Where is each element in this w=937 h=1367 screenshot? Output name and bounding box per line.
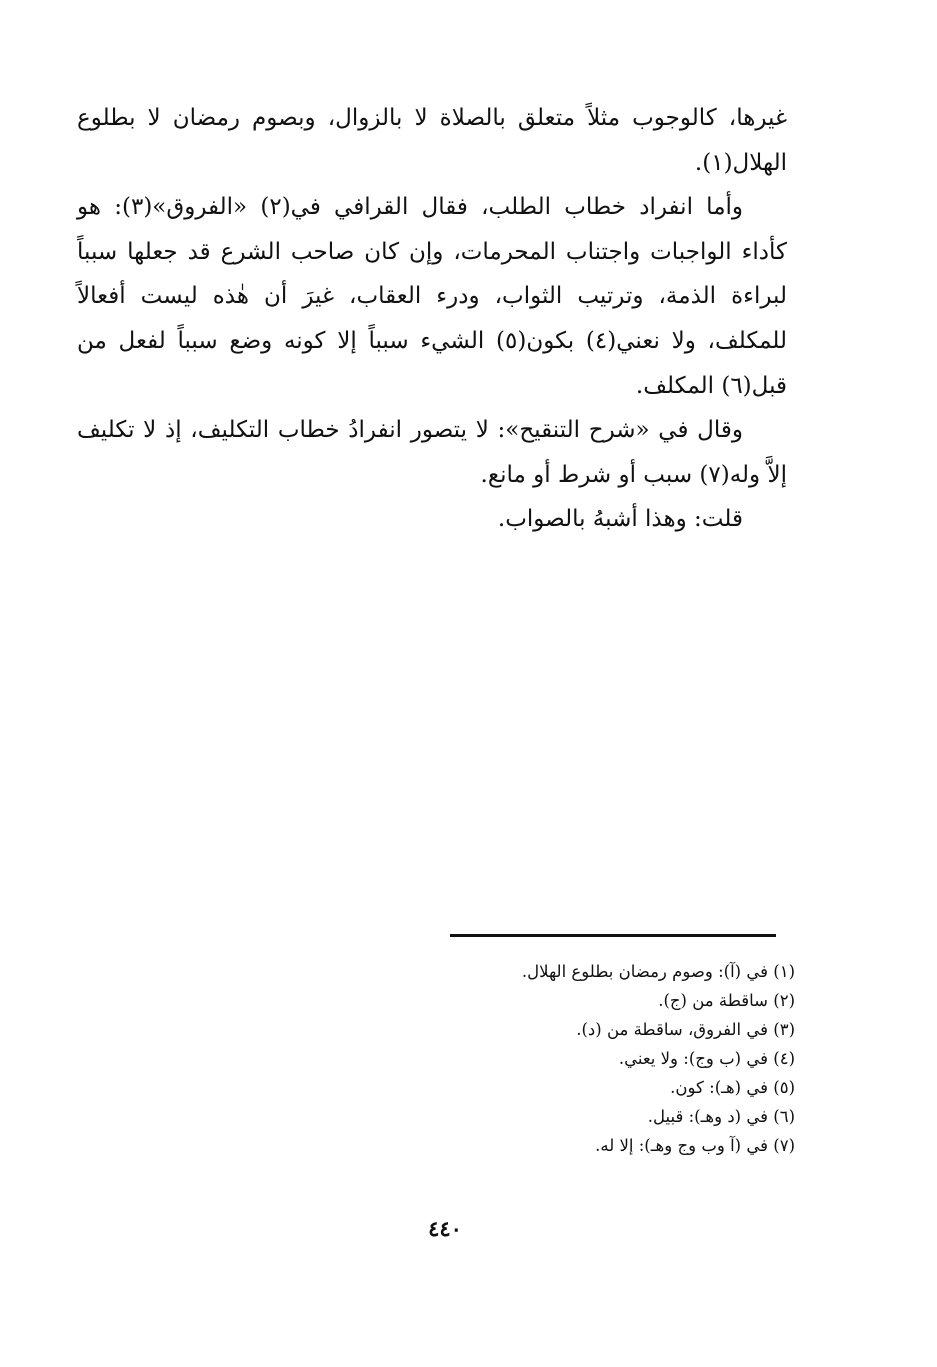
footnote-4 xyxy=(295,1044,795,1073)
footnote-5 xyxy=(295,1073,795,1102)
footnote-number: (٧) xyxy=(773,1136,795,1155)
paragraph-4: قلت: وهذا أشبهُ بالصواب. xyxy=(497,506,743,533)
footnotes xyxy=(295,957,795,1160)
paragraph-2: وأما انفراد خطاب الطلب، فقال القرافي في(٢) «الفروق»(٣): هو كأداء الواجبات واجتناب المحرمات، وإن كان صاحب الشرع قد جعلها سبباً لبراءة الذمة، وترتيب الثواب، ودرء العقاب، غيرَ أن هٰذه ليست أفعالاً للمكلف، ولا نعني(٤) بكون(٥) الشيء سبباً إلا كونه وضع سبباً لفعل من قبل(٦) المكلف. xyxy=(77,194,787,399)
footnote-2 xyxy=(295,986,795,1015)
main-text xyxy=(77,96,787,542)
footnote-number: (٣) xyxy=(773,1020,795,1039)
footnote-text: في (هـ): كون. xyxy=(670,1078,768,1097)
footnote-3 xyxy=(295,1015,795,1044)
footnote-divider xyxy=(450,934,776,937)
paragraph-1: غيرها، كالوجوب مثلاً متعلق بالصلاة لا بالزوال، وبصوم رمضان لا بطلوع الهلال(١). xyxy=(77,105,787,176)
footnote-text: في (د وهـ): قبيل. xyxy=(647,1107,768,1126)
footnote-number: (٤) xyxy=(773,1049,795,1068)
footnote-6 xyxy=(295,1102,795,1131)
footnote-text: في (آ وب وج وهـ): إلا له. xyxy=(595,1136,768,1155)
footnote-number: (١) xyxy=(773,962,795,981)
footnote-number: (٦) xyxy=(773,1107,795,1126)
footnote-text: في (ب وج): ولا يعني. xyxy=(618,1049,768,1068)
footnote-text: في الفروق، ساقطة من (د). xyxy=(576,1020,768,1039)
footnote-1 xyxy=(295,957,795,986)
footnote-text: في (آ): وصوم رمضان بطلوع الهلال. xyxy=(521,962,768,981)
footnote-number: (٢) xyxy=(773,991,795,1010)
footnote-number: (٥) xyxy=(773,1078,795,1097)
paragraph-3: وقال في «شرح التنقيح»: لا يتصور انفرادُ خطاب التكليف، إذ لا تكليف إلاَّ وله(٧) سبب أو شرط أو مانع. xyxy=(77,417,787,488)
footnote-text: ساقطة من (ج). xyxy=(658,991,768,1010)
page-number: ٤٤٠ xyxy=(428,1216,462,1241)
footnote-7 xyxy=(295,1131,795,1160)
